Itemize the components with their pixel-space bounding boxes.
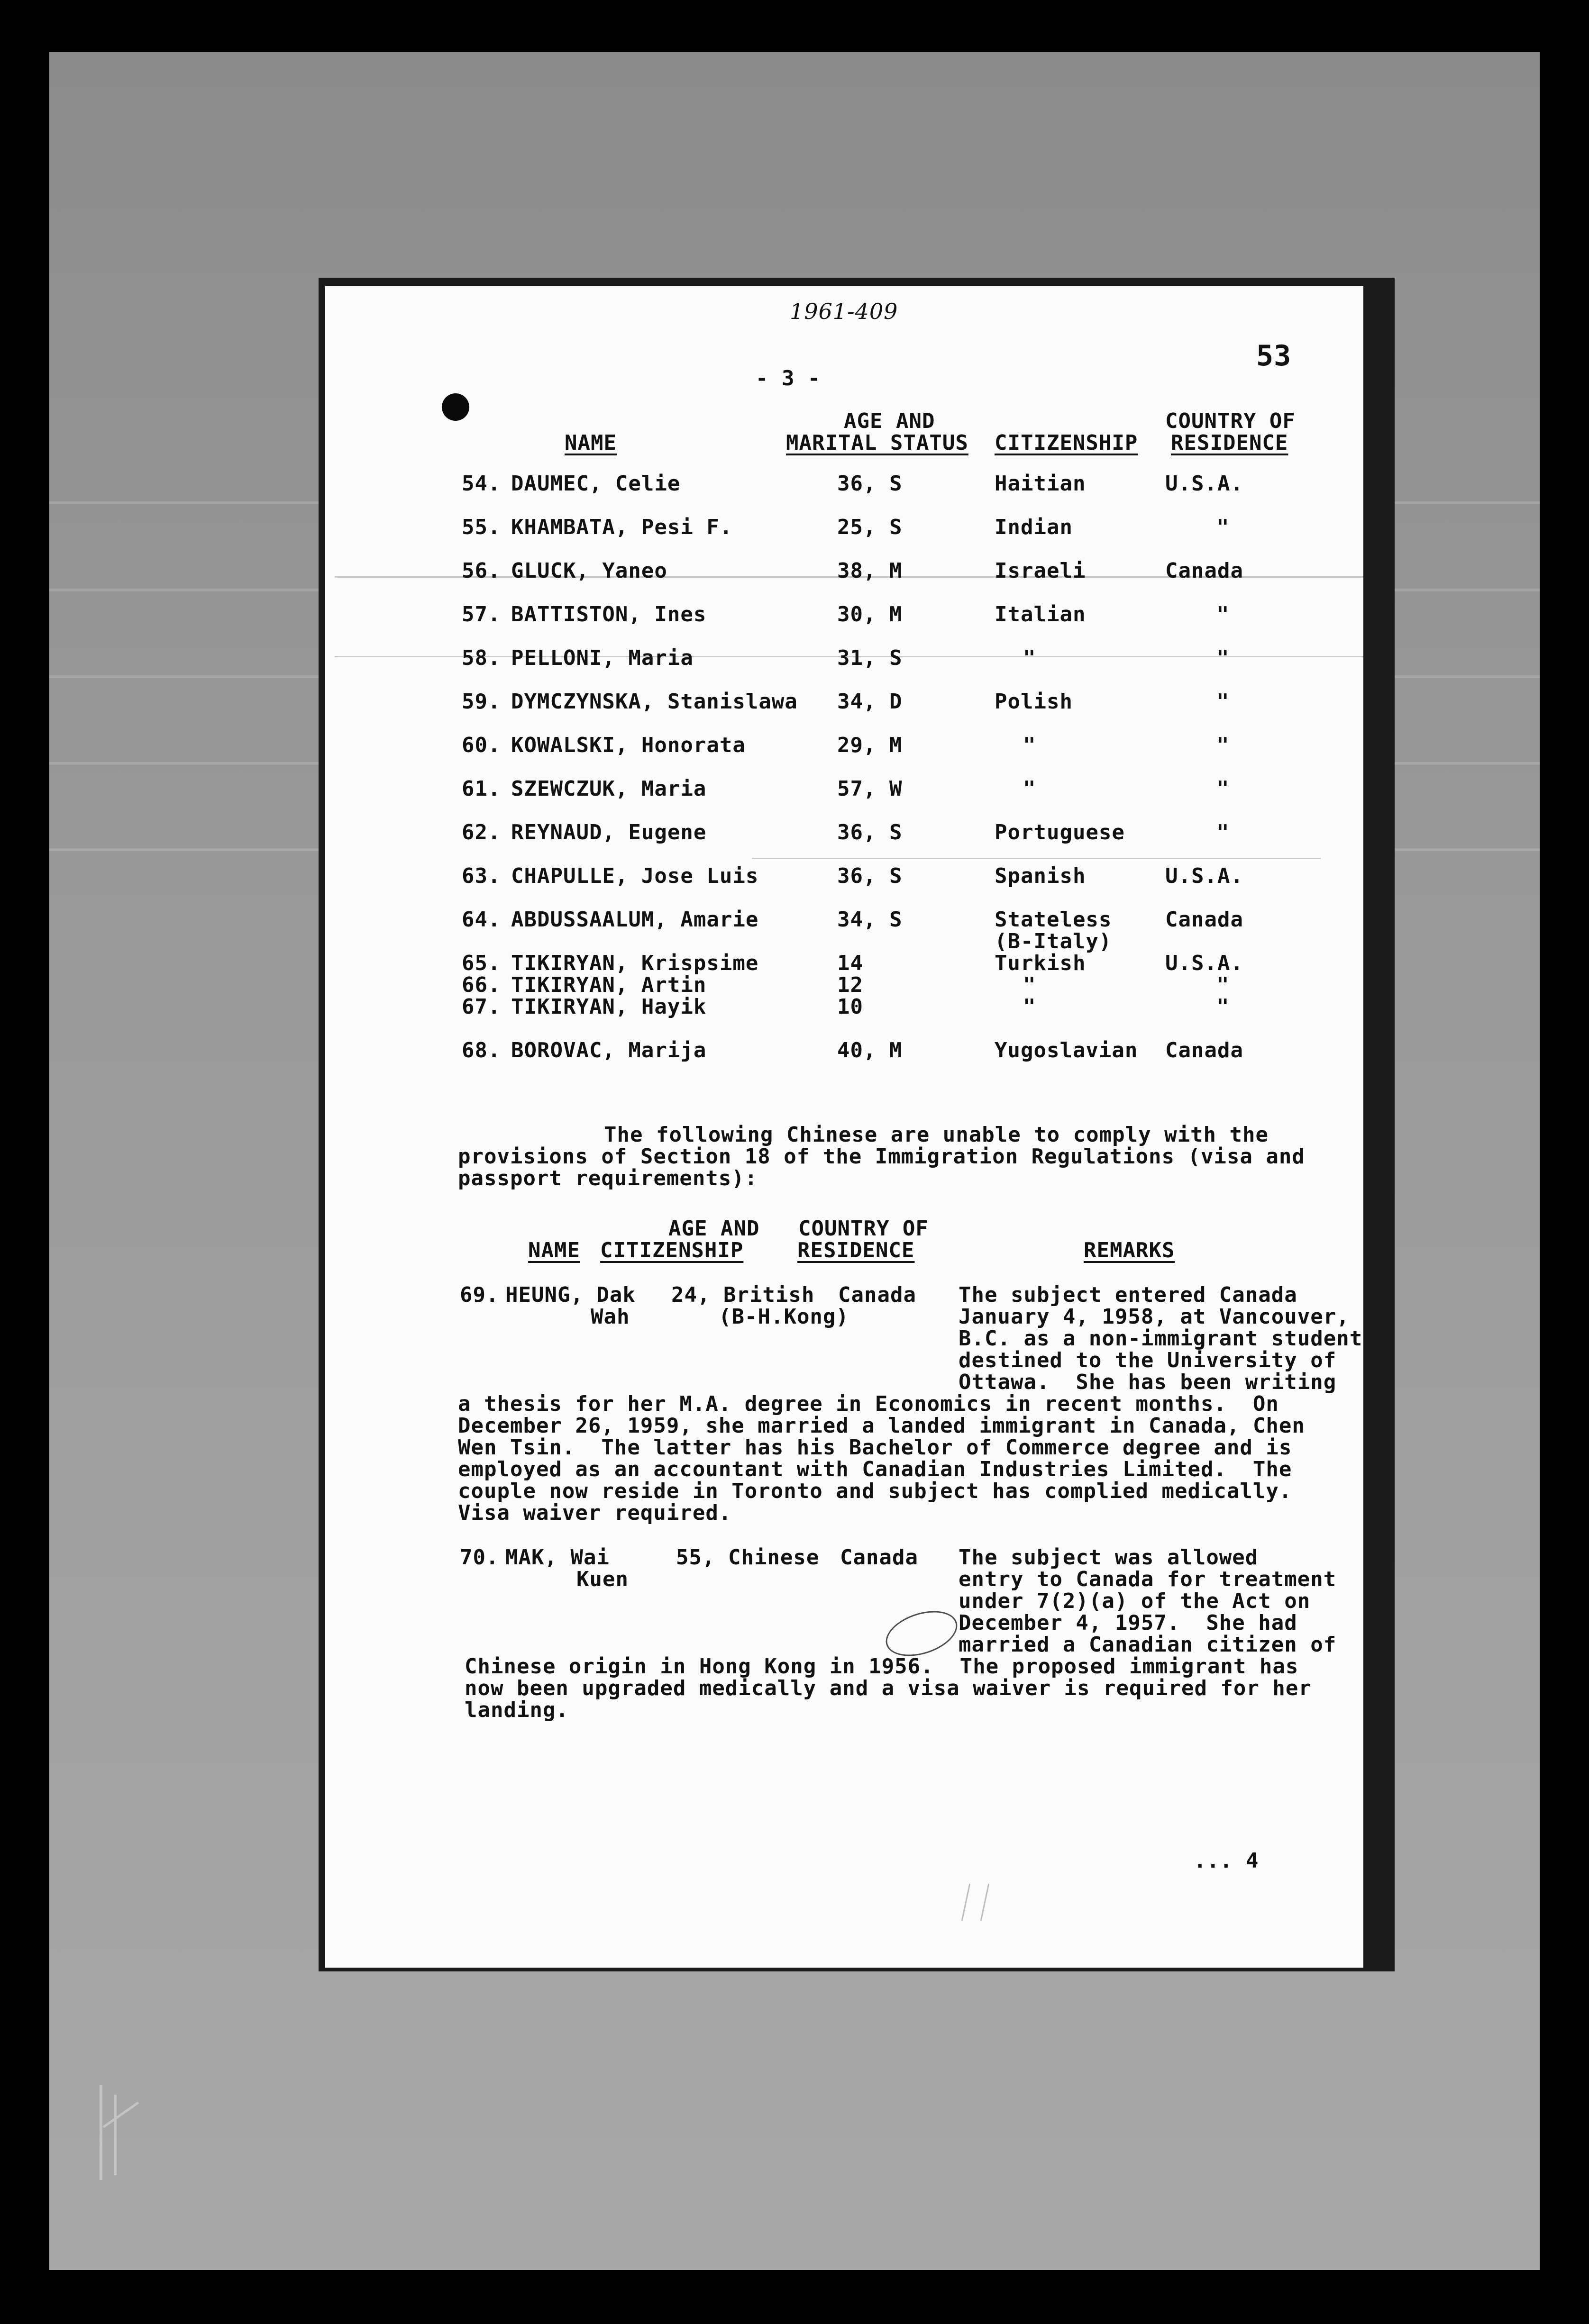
row-country: ": [1216, 602, 1230, 626]
row-name: CHAPULLE, Jose Luis: [511, 864, 759, 888]
corner-stamp-mark: [95, 2085, 152, 2180]
row-number: 64.: [462, 908, 501, 932]
row-age: 36, S: [837, 472, 903, 496]
remarks-line: destined to the University of: [959, 1348, 1337, 1372]
row-age: 38, M: [837, 559, 903, 583]
continuation-line: a thesis for her M.A. degree in Economics in recent months. On: [458, 1392, 1279, 1416]
faint-pencil-mark: [980, 1884, 990, 1921]
row-name: KOWALSKI, Honorata: [511, 733, 746, 757]
row-name: TIKIRYAN, Artin: [511, 973, 707, 997]
row-country: ": [1216, 820, 1230, 844]
row-country: ": [1216, 777, 1230, 801]
row-citizenship: Spanish: [995, 864, 1086, 888]
row-name: PELLONI, Maria: [511, 646, 694, 670]
row-citizenship-note: (B-Italy): [995, 929, 1112, 953]
remarks-line: The subject was allowed: [959, 1545, 1259, 1570]
row-citizenship: Polish: [995, 690, 1073, 714]
remarks-line: The subject entered Canada: [959, 1283, 1297, 1307]
row-name: BOROVAC, Marija: [511, 1038, 707, 1062]
remarks-line: under 7(2)(a) of the Act on: [959, 1589, 1311, 1613]
row-number: 62.: [462, 820, 501, 844]
row-country: U.S.A.: [1165, 951, 1243, 975]
faint-pencil-mark: [961, 1884, 971, 1921]
row-citizenship: Yugoslavian: [995, 1038, 1138, 1062]
continuation-line: December 26, 1959, she married a landed immigrant in Canada, Chen: [458, 1414, 1305, 1438]
remarks-line: December 4, 1957. She had: [959, 1611, 1297, 1635]
remarks-line: B.C. as a non-immigrant student: [959, 1326, 1363, 1351]
row-citizenship: ": [1023, 777, 1036, 801]
row-age: 12: [837, 973, 863, 997]
row-number: 56.: [462, 559, 501, 583]
entry-name-cont: Kuen: [576, 1567, 629, 1591]
row-name: TIKIRYAN, Hayik: [511, 995, 707, 1019]
continuation-line: landing.: [465, 1698, 569, 1722]
row-citizenship: ": [1023, 973, 1036, 997]
header2-age-line1: AGE AND: [668, 1216, 760, 1241]
intro-line: provisions of Section 18 of the Immigration Regulations (visa and: [458, 1144, 1305, 1169]
entry-number: 70.: [460, 1545, 499, 1570]
row-number: 66.: [462, 973, 501, 997]
row-country: Canada: [1165, 559, 1243, 583]
entry-name-cont: Wah: [591, 1305, 630, 1329]
row-number: 63.: [462, 864, 501, 888]
row-number: 67.: [462, 995, 501, 1019]
row-age: 40, M: [837, 1038, 903, 1062]
ruled-line: [752, 858, 1321, 859]
row-country: Canada: [1165, 908, 1243, 932]
header-name: NAME: [565, 431, 617, 455]
row-citizenship: Indian: [995, 515, 1073, 539]
intro-line: passport requirements):: [458, 1166, 758, 1190]
row-age: 10: [837, 995, 863, 1019]
row-country: ": [1216, 973, 1230, 997]
continuation-line: employed as an accountant with Canadian Industries Limited. The: [458, 1457, 1292, 1481]
continuation-line: Wen Tsin. The latter has his Bachelor of Commerce degree and is: [458, 1435, 1292, 1460]
header-country-line1: COUNTRY OF: [1165, 409, 1296, 433]
row-age: 34, D: [837, 690, 903, 714]
row-citizenship: Portuguese: [995, 820, 1125, 844]
row-name: ABDUSSAALUM, Amarie: [511, 908, 759, 932]
row-age: 25, S: [837, 515, 903, 539]
row-citizenship: ": [1023, 995, 1036, 1019]
page-number-stamp: 53: [1256, 339, 1292, 372]
row-country: Canada: [1165, 1038, 1243, 1062]
row-age: 57, W: [837, 777, 903, 801]
entry-name: HEUNG, Dak: [505, 1283, 636, 1307]
row-number: 60.: [462, 733, 501, 757]
row-citizenship: Italian: [995, 602, 1086, 626]
header-age-line1: AGE AND: [844, 409, 935, 433]
row-country: ": [1216, 646, 1230, 670]
row-age: 36, S: [837, 864, 903, 888]
continued-marker: ... 4: [1194, 1849, 1259, 1873]
header-citizenship: CITIZENSHIP: [995, 431, 1138, 455]
row-number: 54.: [462, 472, 501, 496]
row-number: 59.: [462, 690, 501, 714]
row-citizenship: ": [1023, 733, 1036, 757]
row-number: 65.: [462, 951, 501, 975]
continuation-line: Chinese origin in Hong Kong in 1956. The proposed immigrant has: [465, 1654, 1299, 1679]
row-citizenship: ": [1023, 646, 1036, 670]
row-name: BATTISTON, Ines: [511, 602, 707, 626]
row-name: DAUMEC, Celie: [511, 472, 681, 496]
remarks-line: married a Canadian citizen of: [959, 1633, 1337, 1657]
row-country: ": [1216, 995, 1230, 1019]
row-number: 57.: [462, 602, 501, 626]
row-country: ": [1216, 515, 1230, 539]
entry-name: MAK, Wai: [505, 1545, 610, 1570]
entry-age-citizenship: 24, British: [671, 1283, 815, 1307]
punch-hole: [442, 393, 469, 421]
page-marker: - 3 -: [756, 366, 821, 390]
remarks-line: January 4, 1958, at Vancouver,: [959, 1305, 1350, 1329]
row-country: ": [1216, 733, 1230, 757]
continuation-line: Visa waiver required.: [458, 1501, 732, 1525]
remarks-line: entry to Canada for treatment: [959, 1567, 1337, 1591]
row-age: 14: [837, 951, 863, 975]
row-name: DYMCZYNSKA, Stanislawa: [511, 690, 798, 714]
handwritten-reference: 1961-409: [790, 299, 898, 324]
header-country-line2: RESIDENCE: [1171, 431, 1288, 455]
header2-country-line2: RESIDENCE: [797, 1238, 915, 1262]
row-age: 30, M: [837, 602, 903, 626]
header2-remarks: REMARKS: [1084, 1238, 1175, 1262]
continuation-line: couple now reside in Toronto and subject has complied medically.: [458, 1479, 1292, 1503]
row-number: 55.: [462, 515, 501, 539]
header-age-line2: MARITAL STATUS: [786, 431, 968, 455]
row-country: ": [1216, 690, 1230, 714]
row-country: U.S.A.: [1165, 864, 1243, 888]
entry-country: Canada: [838, 1283, 916, 1307]
row-name: KHAMBATA, Pesi F.: [511, 515, 733, 539]
entry-age-citizenship: 55, Chinese: [676, 1545, 820, 1570]
document-page: [325, 286, 1363, 1968]
row-citizenship: Turkish: [995, 951, 1086, 975]
row-number: 61.: [462, 777, 501, 801]
row-age: 36, S: [837, 820, 903, 844]
header2-age-line2: CITIZENSHIP: [600, 1238, 744, 1262]
row-name: TIKIRYAN, Krispsime: [511, 951, 759, 975]
entry-citizenship-note: (B-H.Kong): [719, 1305, 849, 1329]
row-name: GLUCK, Yaneo: [511, 559, 667, 583]
row-name: REYNAUD, Eugene: [511, 820, 707, 844]
row-age: 34, S: [837, 908, 903, 932]
row-citizenship: Haitian: [995, 472, 1086, 496]
continuation-line: now been upgraded medically and a visa waiver is required for her: [465, 1676, 1312, 1700]
row-age: 31, S: [837, 646, 903, 670]
header2-name: NAME: [528, 1238, 580, 1262]
header2-country-line1: COUNTRY OF: [798, 1216, 929, 1241]
row-citizenship: Israeli: [995, 559, 1086, 583]
entry-country: Canada: [840, 1545, 918, 1570]
row-number: 68.: [462, 1038, 501, 1062]
intro-line: The following Chinese are unable to comply with the: [604, 1123, 1269, 1147]
row-country: U.S.A.: [1165, 472, 1243, 496]
row-citizenship: Stateless: [995, 908, 1112, 932]
row-number: 58.: [462, 646, 501, 670]
remarks-line: Ottawa. She has been writing: [959, 1370, 1337, 1394]
entry-number: 69.: [460, 1283, 499, 1307]
row-name: SZEWCZUK, Maria: [511, 777, 707, 801]
row-age: 29, M: [837, 733, 903, 757]
